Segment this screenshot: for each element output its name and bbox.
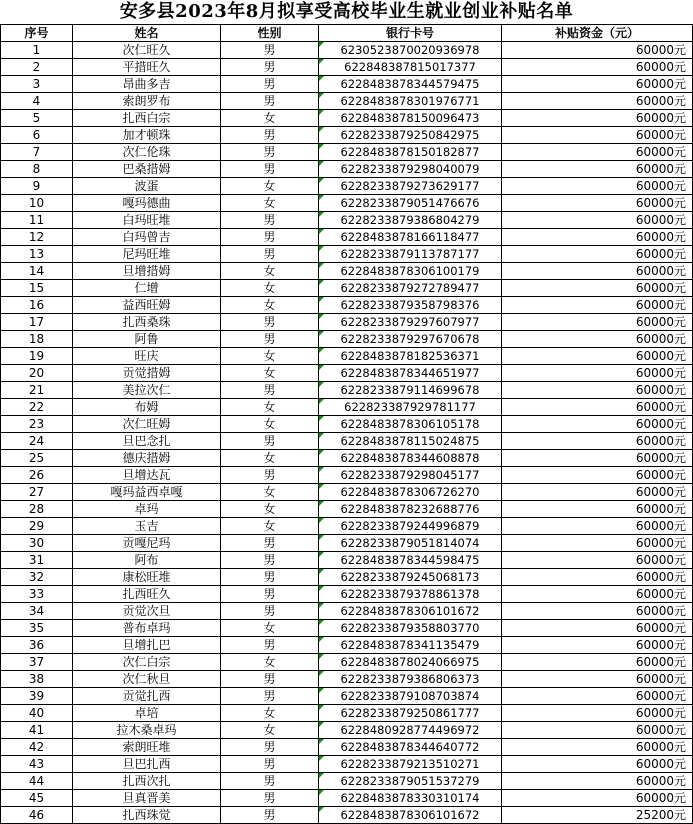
subsidy-table xyxy=(0,24,693,824)
cell-name[interactable]: 旦增扎巴 xyxy=(73,637,221,654)
cell-amount[interactable]: 60000元 xyxy=(502,586,693,603)
table-row xyxy=(1,93,693,110)
cell-gender[interactable]: 男 xyxy=(221,382,319,399)
table-row xyxy=(1,195,693,212)
table-row xyxy=(1,705,693,722)
cell-index[interactable]: 6 xyxy=(1,127,73,144)
cell-index[interactable]: 28 xyxy=(1,501,73,518)
cell-gender[interactable]: 女 xyxy=(221,110,319,127)
cell-name[interactable]: 拉木桑卓玛 xyxy=(73,722,221,739)
cell-index[interactable]: 31 xyxy=(1,552,73,569)
cell-index[interactable]: 21 xyxy=(1,382,73,399)
cell-amount[interactable]: 60000元 xyxy=(502,518,693,535)
cell-name[interactable]: 玉吉 xyxy=(73,518,221,535)
cell-bank-card[interactable]: 6228483878024066975 xyxy=(319,654,502,671)
cell-index[interactable]: 30 xyxy=(1,535,73,552)
header-cell-index[interactable]: 序号 xyxy=(1,25,73,42)
table-row xyxy=(1,229,693,246)
cell-bank-card[interactable]: 6228483878306105178 xyxy=(319,416,502,433)
cell-index[interactable]: 40 xyxy=(1,705,73,722)
cell-gender[interactable]: 男 xyxy=(221,42,319,59)
header-cell-gender[interactable]: 性别 xyxy=(221,25,319,42)
cell-amount[interactable]: 60000元 xyxy=(502,433,693,450)
cell-amount[interactable]: 60000元 xyxy=(502,705,693,722)
cell-bank-card[interactable]: 6228233879386806373 xyxy=(319,671,502,688)
cell-bank-card[interactable]: 6228483878344598475 xyxy=(319,552,502,569)
cell-amount[interactable]: 60000元 xyxy=(502,382,693,399)
cell-bank-card[interactable]: 6228483878306101672 xyxy=(319,807,502,824)
table-row xyxy=(1,42,693,59)
cell-bank-card[interactable]: 622823387929781177 xyxy=(319,399,502,416)
cell-amount[interactable]: 60000元 xyxy=(502,93,693,110)
cell-gender[interactable]: 女 xyxy=(221,399,319,416)
table-row xyxy=(1,76,693,93)
cell-bank-card[interactable]: 6228483878232688776 xyxy=(319,501,502,518)
cell-name[interactable]: 索朗罗布 xyxy=(73,93,221,110)
cell-bank-card[interactable]: 6228233879113787177 xyxy=(319,246,502,263)
cell-bank-card[interactable]: 6228483878330310174 xyxy=(319,790,502,807)
cell-gender[interactable]: 男 xyxy=(221,688,319,705)
header-cell-bank-card[interactable]: 银行卡号 xyxy=(319,25,502,42)
cell-index[interactable]: 17 xyxy=(1,314,73,331)
cell-amount[interactable]: 60000元 xyxy=(502,552,693,569)
table-row xyxy=(1,450,693,467)
cell-amount[interactable]: 60000元 xyxy=(502,722,693,739)
cell-amount[interactable]: 60000元 xyxy=(502,144,693,161)
cell-name[interactable]: 旦真晋美 xyxy=(73,790,221,807)
cell-amount[interactable]: 60000元 xyxy=(502,416,693,433)
cell-amount[interactable]: 60000元 xyxy=(502,76,693,93)
table-row xyxy=(1,535,693,552)
table-row xyxy=(1,110,693,127)
table-row xyxy=(1,518,693,535)
cell-gender[interactable]: 男 xyxy=(221,467,319,484)
cell-amount[interactable]: 60000元 xyxy=(502,161,693,178)
cell-bank-card[interactable]: 6228233879386804279 xyxy=(319,212,502,229)
cell-gender[interactable]: 男 xyxy=(221,246,319,263)
cell-index[interactable]: 10 xyxy=(1,195,73,212)
table-row xyxy=(1,263,693,280)
cell-name[interactable]: 次仁秋旦 xyxy=(73,671,221,688)
cell-name[interactable]: 平措旺久 xyxy=(73,59,221,76)
cell-amount[interactable]: 60000元 xyxy=(502,790,693,807)
cell-amount[interactable]: 60000元 xyxy=(502,314,693,331)
header-cell-name[interactable]: 姓名 xyxy=(73,25,221,42)
cell-amount[interactable]: 60000元 xyxy=(502,348,693,365)
table-row xyxy=(1,178,693,195)
cell-name[interactable]: 巴桑措姆 xyxy=(73,161,221,178)
cell-bank-card[interactable]: 6228233879250861777 xyxy=(319,705,502,722)
cell-bank-card[interactable]: 6228483878344640772 xyxy=(319,739,502,756)
cell-gender[interactable]: 女 xyxy=(221,501,319,518)
cell-index[interactable]: 25 xyxy=(1,450,73,467)
cell-name[interactable]: 康松旺堆 xyxy=(73,569,221,586)
cell-name[interactable]: 旦增措姆 xyxy=(73,263,221,280)
cell-index[interactable]: 5 xyxy=(1,110,73,127)
cell-name[interactable]: 次仁旺久 xyxy=(73,42,221,59)
cell-amount[interactable]: 60000元 xyxy=(502,535,693,552)
cell-bank-card[interactable]: 6228233879213510271 xyxy=(319,756,502,773)
cell-name[interactable]: 贡觉次旦 xyxy=(73,603,221,620)
table-row xyxy=(1,586,693,603)
cell-bank-card[interactable]: 6228233879244996879 xyxy=(319,518,502,535)
cell-gender[interactable]: 男 xyxy=(221,552,319,569)
cell-gender[interactable]: 男 xyxy=(221,229,319,246)
cell-bank-card[interactable]: 6228483878344651977 xyxy=(319,365,502,382)
cell-bank-card[interactable]: 6228483878344579475 xyxy=(319,76,502,93)
cell-gender[interactable]: 男 xyxy=(221,144,319,161)
cell-amount[interactable]: 60000元 xyxy=(502,756,693,773)
cell-index[interactable]: 27 xyxy=(1,484,73,501)
cell-index[interactable]: 29 xyxy=(1,518,73,535)
cell-amount[interactable]: 60000元 xyxy=(502,297,693,314)
cell-index[interactable]: 24 xyxy=(1,433,73,450)
cell-gender[interactable]: 男 xyxy=(221,756,319,773)
cell-amount[interactable]: 60000元 xyxy=(502,501,693,518)
cell-index[interactable]: 39 xyxy=(1,688,73,705)
cell-name[interactable]: 贡觉措姆 xyxy=(73,365,221,382)
table-row xyxy=(1,671,693,688)
cell-index[interactable]: 42 xyxy=(1,739,73,756)
cell-gender[interactable]: 女 xyxy=(221,620,319,637)
table-row xyxy=(1,297,693,314)
cell-amount[interactable]: 25200元 xyxy=(502,807,693,824)
cell-index[interactable]: 38 xyxy=(1,671,73,688)
cell-name[interactable]: 次仁旺姆 xyxy=(73,416,221,433)
cell-bank-card[interactable]: 6228233879051476676 xyxy=(319,195,502,212)
cell-amount[interactable]: 60000元 xyxy=(502,280,693,297)
cell-bank-card[interactable]: 6228233879108703874 xyxy=(319,688,502,705)
cell-name[interactable]: 扎西珠觉 xyxy=(73,807,221,824)
cell-gender[interactable]: 女 xyxy=(221,450,319,467)
cell-name[interactable]: 美拉次仁 xyxy=(73,382,221,399)
cell-index[interactable]: 41 xyxy=(1,722,73,739)
table-row xyxy=(1,365,693,382)
cell-name[interactable]: 白玛旺堆 xyxy=(73,212,221,229)
cell-bank-card[interactable]: 6228483878306101672 xyxy=(319,603,502,620)
table-row xyxy=(1,569,693,586)
table-body xyxy=(1,42,693,824)
table-row xyxy=(1,144,693,161)
cell-bank-card[interactable]: 6228233879297607977 xyxy=(319,314,502,331)
cell-amount[interactable]: 60000元 xyxy=(502,195,693,212)
page-title: 安多县2023年8月拟享受高校毕业生就业创业补贴名单 xyxy=(119,1,574,22)
cell-amount[interactable]: 60000元 xyxy=(502,399,693,416)
cell-bank-card[interactable]: 6228233879298045177 xyxy=(319,467,502,484)
cell-bank-card[interactable]: 6228483878150182877 xyxy=(319,144,502,161)
header-row xyxy=(1,25,693,42)
cell-amount[interactable]: 60000元 xyxy=(502,637,693,654)
table-row xyxy=(1,620,693,637)
cell-gender[interactable]: 女 xyxy=(221,518,319,535)
cell-name[interactable]: 次仁白宗 xyxy=(73,654,221,671)
cell-index[interactable]: 1 xyxy=(1,42,73,59)
cell-name[interactable]: 阿布 xyxy=(73,552,221,569)
cell-bank-card[interactable]: 622848387815017377 xyxy=(319,59,502,76)
table-row xyxy=(1,399,693,416)
cell-index[interactable]: 16 xyxy=(1,297,73,314)
cell-gender[interactable]: 男 xyxy=(221,314,319,331)
table-row xyxy=(1,416,693,433)
cell-amount[interactable]: 60000元 xyxy=(502,450,693,467)
cell-bank-card[interactable]: 6228483878306100179 xyxy=(319,263,502,280)
cell-index[interactable]: 11 xyxy=(1,212,73,229)
cell-gender[interactable]: 女 xyxy=(221,195,319,212)
cell-amount[interactable]: 60000元 xyxy=(502,229,693,246)
cell-amount[interactable]: 60000元 xyxy=(502,212,693,229)
cell-name[interactable]: 白玛曾吉 xyxy=(73,229,221,246)
cell-bank-card[interactable]: 6228233879272789477 xyxy=(319,280,502,297)
cell-bank-card[interactable]: 6228233879273629177 xyxy=(319,178,502,195)
cell-bank-card[interactable]: 6228483878341135479 xyxy=(319,637,502,654)
table-row xyxy=(1,484,693,501)
cell-name[interactable]: 普布卓玛 xyxy=(73,620,221,637)
cell-index[interactable]: 23 xyxy=(1,416,73,433)
cell-gender[interactable]: 女 xyxy=(221,297,319,314)
cell-index[interactable]: 12 xyxy=(1,229,73,246)
cell-gender[interactable]: 男 xyxy=(221,739,319,756)
table-row xyxy=(1,348,693,365)
cell-bank-card[interactable]: 6228483878301976771 xyxy=(319,93,502,110)
cell-name[interactable]: 扎西次扎 xyxy=(73,773,221,790)
cell-amount[interactable]: 60000元 xyxy=(502,263,693,280)
cell-bank-card[interactable]: 6228233879298040079 xyxy=(319,161,502,178)
cell-amount[interactable]: 60000元 xyxy=(502,59,693,76)
cell-gender[interactable]: 女 xyxy=(221,280,319,297)
cell-gender[interactable]: 男 xyxy=(221,331,319,348)
cell-gender[interactable]: 男 xyxy=(221,93,319,110)
cell-bank-card[interactable]: 6228483878166118477 xyxy=(319,229,502,246)
cell-name[interactable]: 扎西旺久 xyxy=(73,586,221,603)
cell-gender[interactable]: 女 xyxy=(221,722,319,739)
cell-name[interactable]: 仁增 xyxy=(73,280,221,297)
cell-name[interactable]: 旦增达瓦 xyxy=(73,467,221,484)
cell-index[interactable]: 26 xyxy=(1,467,73,484)
cell-index[interactable]: 35 xyxy=(1,620,73,637)
cell-index[interactable]: 3 xyxy=(1,76,73,93)
cell-amount[interactable]: 60000元 xyxy=(502,603,693,620)
cell-bank-card[interactable]: 6228483878150096473 xyxy=(319,110,502,127)
table-row xyxy=(1,127,693,144)
cell-bank-card[interactable]: 6230523870020936978 xyxy=(319,42,502,59)
cell-gender[interactable]: 男 xyxy=(221,637,319,654)
cell-index[interactable]: 7 xyxy=(1,144,73,161)
cell-gender[interactable]: 女 xyxy=(221,484,319,501)
table-row xyxy=(1,59,693,76)
cell-gender[interactable]: 男 xyxy=(221,671,319,688)
table-row xyxy=(1,637,693,654)
cell-gender[interactable]: 女 xyxy=(221,365,319,382)
cell-index[interactable]: 4 xyxy=(1,93,73,110)
table-row xyxy=(1,161,693,178)
cell-index[interactable]: 33 xyxy=(1,586,73,603)
table-row xyxy=(1,773,693,790)
cell-bank-card[interactable]: 6228233879114699678 xyxy=(319,382,502,399)
cell-name[interactable]: 扎西白宗 xyxy=(73,110,221,127)
cell-amount[interactable]: 60000元 xyxy=(502,484,693,501)
cell-name[interactable]: 扎西桑珠 xyxy=(73,314,221,331)
table-row xyxy=(1,331,693,348)
cell-index[interactable]: 8 xyxy=(1,161,73,178)
table-row xyxy=(1,654,693,671)
cell-bank-card[interactable]: 6228233879378861378 xyxy=(319,586,502,603)
cell-name[interactable]: 昂曲多吉 xyxy=(73,76,221,93)
cell-name[interactable]: 卓玛 xyxy=(73,501,221,518)
table-row xyxy=(1,756,693,773)
cell-amount[interactable]: 60000元 xyxy=(502,688,693,705)
cell-index[interactable]: 13 xyxy=(1,246,73,263)
cell-bank-card[interactable]: 6228233879245068173 xyxy=(319,569,502,586)
cell-index[interactable]: 34 xyxy=(1,603,73,620)
cell-amount[interactable]: 60000元 xyxy=(502,620,693,637)
cell-name[interactable]: 次仁伦珠 xyxy=(73,144,221,161)
cell-amount[interactable]: 60000元 xyxy=(502,467,693,484)
cell-gender[interactable]: 男 xyxy=(221,127,319,144)
cell-bank-card[interactable]: 6228483878182536371 xyxy=(319,348,502,365)
table-row xyxy=(1,739,693,756)
cell-name[interactable]: 嘎玛益西卓嘎 xyxy=(73,484,221,501)
cell-name[interactable]: 尼玛旺堆 xyxy=(73,246,221,263)
table-row xyxy=(1,433,693,450)
cell-bank-card[interactable]: 6228483878306726270 xyxy=(319,484,502,501)
cell-gender[interactable]: 男 xyxy=(221,807,319,824)
cell-index[interactable]: 46 xyxy=(1,807,73,824)
cell-bank-card[interactable]: 6228233879358803770 xyxy=(319,620,502,637)
cell-gender[interactable]: 男 xyxy=(221,535,319,552)
table-row xyxy=(1,501,693,518)
cell-name[interactable]: 嘎玛德曲 xyxy=(73,195,221,212)
cell-name[interactable]: 旦巴扎西 xyxy=(73,756,221,773)
cell-gender[interactable]: 女 xyxy=(221,263,319,280)
cell-gender[interactable]: 女 xyxy=(221,178,319,195)
cell-amount[interactable]: 60000元 xyxy=(502,246,693,263)
cell-amount[interactable]: 60000元 xyxy=(502,42,693,59)
cell-amount[interactable]: 60000元 xyxy=(502,739,693,756)
cell-amount[interactable]: 60000元 xyxy=(502,569,693,586)
cell-amount[interactable]: 60000元 xyxy=(502,671,693,688)
table-row xyxy=(1,382,693,399)
cell-amount[interactable]: 60000元 xyxy=(502,773,693,790)
cell-bank-card[interactable]: 6228233879358798376 xyxy=(319,297,502,314)
table-row xyxy=(1,212,693,229)
cell-bank-card[interactable]: 6228480928774496972 xyxy=(319,722,502,739)
cell-bank-card[interactable]: 6228483878115024875 xyxy=(319,433,502,450)
cell-name[interactable]: 波蛋 xyxy=(73,178,221,195)
table-row xyxy=(1,467,693,484)
cell-amount[interactable]: 60000元 xyxy=(502,331,693,348)
cell-index[interactable]: 14 xyxy=(1,263,73,280)
cell-gender[interactable]: 男 xyxy=(221,433,319,450)
cell-name[interactable]: 贡觉扎西 xyxy=(73,688,221,705)
cell-name[interactable]: 旦巴念扎 xyxy=(73,433,221,450)
cell-name[interactable]: 索朗旺堆 xyxy=(73,739,221,756)
cell-index[interactable]: 2 xyxy=(1,59,73,76)
cell-gender[interactable]: 男 xyxy=(221,76,319,93)
cell-name[interactable]: 益西旺姆 xyxy=(73,297,221,314)
cell-index[interactable]: 15 xyxy=(1,280,73,297)
cell-bank-card[interactable]: 6228233879051814074 xyxy=(319,535,502,552)
cell-index[interactable]: 45 xyxy=(1,790,73,807)
table-row xyxy=(1,552,693,569)
cell-name[interactable]: 加才顿珠 xyxy=(73,127,221,144)
cell-bank-card[interactable]: 6228233879297670678 xyxy=(319,331,502,348)
table-row xyxy=(1,790,693,807)
cell-gender[interactable]: 女 xyxy=(221,348,319,365)
table-row xyxy=(1,246,693,263)
cell-bank-card[interactable]: 6228233879250842975 xyxy=(319,127,502,144)
cell-gender[interactable]: 男 xyxy=(221,603,319,620)
table-row xyxy=(1,807,693,824)
cell-gender[interactable]: 男 xyxy=(221,790,319,807)
cell-gender[interactable]: 男 xyxy=(221,773,319,790)
cell-name[interactable]: 德庆措姆 xyxy=(73,450,221,467)
cell-index[interactable]: 22 xyxy=(1,399,73,416)
cell-gender[interactable]: 女 xyxy=(221,654,319,671)
cell-bank-card[interactable]: 6228483878344608878 xyxy=(319,450,502,467)
cell-index[interactable]: 44 xyxy=(1,773,73,790)
cell-name[interactable]: 旺庆 xyxy=(73,348,221,365)
table-row xyxy=(1,688,693,705)
cell-index[interactable]: 43 xyxy=(1,756,73,773)
cell-gender[interactable]: 女 xyxy=(221,705,319,722)
table-row xyxy=(1,280,693,297)
table-row xyxy=(1,603,693,620)
cell-index[interactable]: 36 xyxy=(1,637,73,654)
cell-amount[interactable]: 60000元 xyxy=(502,110,693,127)
cell-name[interactable]: 布姆 xyxy=(73,399,221,416)
cell-index[interactable]: 9 xyxy=(1,178,73,195)
cell-index[interactable]: 20 xyxy=(1,365,73,382)
cell-bank-card[interactable]: 6228233879051537279 xyxy=(319,773,502,790)
cell-name[interactable]: 阿鲁 xyxy=(73,331,221,348)
cell-amount[interactable]: 60000元 xyxy=(502,365,693,382)
cell-amount[interactable]: 60000元 xyxy=(502,654,693,671)
cell-index[interactable]: 32 xyxy=(1,569,73,586)
cell-index[interactable]: 18 xyxy=(1,331,73,348)
header-cell-amount[interactable]: 补贴资金（元） xyxy=(502,25,693,42)
cell-index[interactable]: 37 xyxy=(1,654,73,671)
cell-amount[interactable]: 60000元 xyxy=(502,178,693,195)
cell-gender[interactable]: 女 xyxy=(221,416,319,433)
cell-gender[interactable]: 男 xyxy=(221,212,319,229)
table-row xyxy=(1,314,693,331)
cell-name[interactable]: 贡嘎尼玛 xyxy=(73,535,221,552)
cell-gender[interactable]: 男 xyxy=(221,569,319,586)
cell-gender[interactable]: 男 xyxy=(221,59,319,76)
table-row xyxy=(1,722,693,739)
cell-index[interactable]: 19 xyxy=(1,348,73,365)
cell-amount[interactable]: 60000元 xyxy=(502,127,693,144)
cell-name[interactable]: 卓培 xyxy=(73,705,221,722)
cell-gender[interactable]: 男 xyxy=(221,586,319,603)
cell-gender[interactable]: 男 xyxy=(221,161,319,178)
